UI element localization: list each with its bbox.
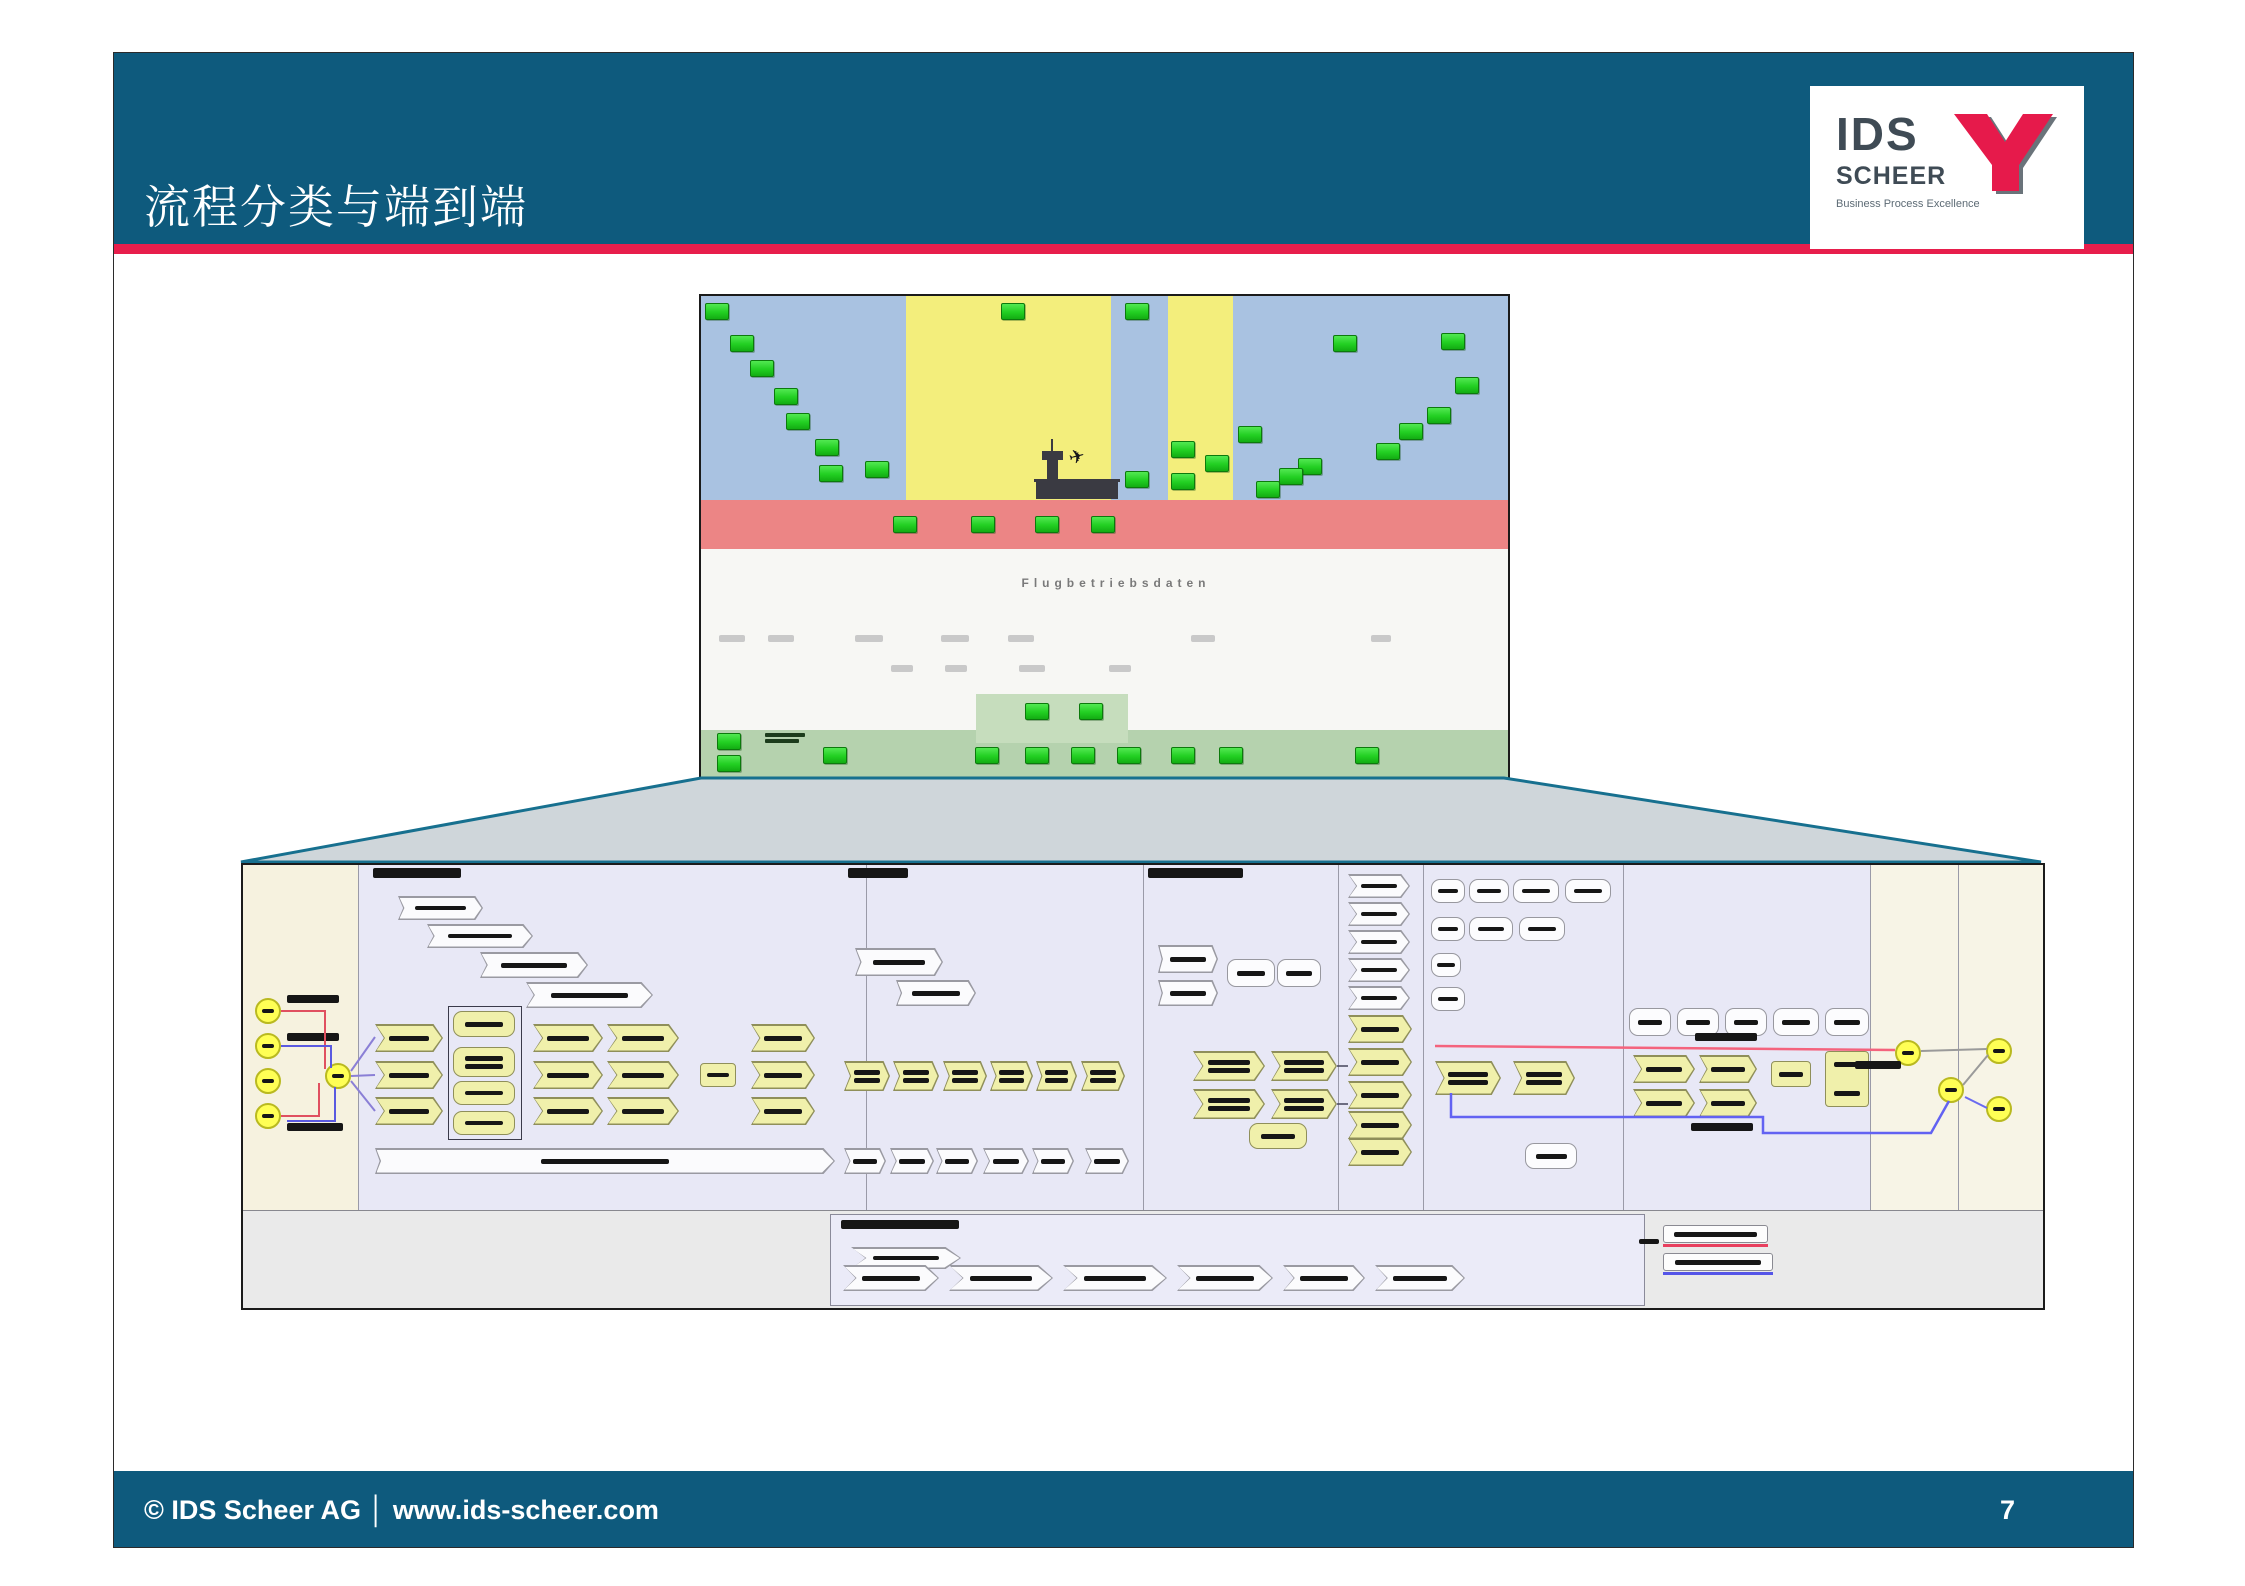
map-zone [906,296,1111,500]
process-chevron [1633,1055,1695,1083]
process-banner [427,924,533,948]
process-chevron [607,1097,679,1125]
process-node [705,303,729,320]
process-chevron [1271,1051,1337,1081]
event-circle [255,998,281,1024]
process-box [1469,917,1513,941]
process-chevron [1177,1265,1273,1291]
process-chevron [890,1148,934,1174]
process-banner [526,982,653,1008]
lane-divider [1338,865,1339,1210]
process-node [971,516,995,533]
lane-divider [1143,865,1144,1210]
process-chevron [375,1061,443,1089]
footer-copyright: © IDS Scheer AG │ www.ids-scheer.com [144,1495,659,1525]
process-node [865,461,889,478]
airport-process-map [699,294,1510,780]
process-node [786,413,810,430]
process-node [1256,481,1280,498]
text-smudge [1691,1123,1753,1131]
process-node [819,465,843,482]
process-chevron [607,1024,679,1052]
process-node [815,439,839,456]
process-node [1001,303,1025,320]
process-node [893,516,917,533]
zoom-funnel-shape [114,53,2133,1547]
process-box [1565,879,1611,903]
process-chevron [1348,1111,1412,1139]
process-node [1279,468,1303,485]
process-box [1677,1008,1719,1036]
process-box [1431,953,1461,977]
process-box [1773,1008,1819,1036]
event-circle [1986,1038,2012,1064]
logo-tagline: Business Process Excellence [1836,198,1980,210]
process-chevron [844,1061,890,1091]
process-box [1725,1008,1767,1036]
process-box [1249,1123,1307,1149]
process-chevron [949,1265,1053,1291]
process-node [1441,333,1465,350]
tower-antenna [1051,439,1053,451]
process-chevron [1699,1055,1757,1083]
process-chevron [533,1061,603,1089]
faint-data-label [891,665,913,672]
process-node [1091,516,1115,533]
lane-divider [1958,865,1959,1210]
process-chevron [1348,1048,1412,1076]
process-chevron [1283,1265,1365,1291]
process-banner [896,980,976,1006]
process-box [1771,1061,1811,1087]
process-node [1171,473,1195,490]
process-chevron [1699,1089,1757,1117]
process-box [1519,917,1565,941]
logo-y-icon [1954,108,2058,194]
process-chevron [1348,986,1410,1010]
process-box [453,1011,515,1037]
process-node [717,733,741,750]
process-node [1025,703,1049,720]
process-node [975,747,999,764]
process-chevron [893,1061,939,1091]
process-chevron [1081,1061,1125,1091]
faint-data-label [768,635,794,642]
process-chevron [1036,1061,1077,1091]
diagram-lane [1870,865,2043,1210]
process-banner [480,952,588,978]
process-node [1333,335,1357,352]
process-chevron [843,1265,939,1291]
process-chevron [375,1097,443,1125]
process-box [1629,1008,1671,1036]
process-box [1825,1051,1869,1107]
slide-canvas [113,52,2134,1548]
process-arrow [375,1148,835,1174]
process-node [717,755,741,772]
process-node [1171,441,1195,458]
process-box [1431,879,1465,903]
process-chevron [751,1024,815,1052]
process-chevron [533,1024,603,1052]
faint-data-label [719,635,745,642]
process-box [1525,1143,1577,1169]
band-caption-line [765,739,799,743]
tower-building [1036,481,1118,499]
event-circle [1986,1096,2012,1122]
process-node [1079,703,1103,720]
process-node [1035,516,1059,533]
ids-scheer-logo [1810,86,2084,249]
legend-underline [1663,1244,1768,1247]
text-smudge [287,995,339,1003]
process-box [1277,959,1321,987]
process-node [1355,747,1379,764]
logo-text-ids: IDS [1836,108,1919,160]
text-smudge [848,868,908,878]
airplane-icon: ✈ [1066,445,1088,470]
process-node [1219,747,1243,764]
legend-item [1663,1253,1773,1271]
process-node [750,360,774,377]
text-smudge [287,1123,343,1131]
process-node [1125,471,1149,488]
text-smudge [1148,868,1243,878]
slide-title: 流程分类与端到端 [144,182,528,233]
logo-text-scheer: SCHEER [1836,162,1947,190]
process-chevron [1513,1061,1575,1095]
text-smudge [287,1033,339,1041]
process-chevron [1032,1148,1074,1174]
process-chevron [1193,1051,1265,1081]
process-node [1117,747,1141,764]
footer-bar [114,1471,2133,1547]
faint-data-label [1191,635,1215,642]
faint-data-label [1371,635,1391,642]
process-box [1513,879,1559,903]
process-box [1825,1008,1869,1036]
faint-data-label [1019,665,1045,672]
process-node [774,388,798,405]
process-node [1125,303,1149,320]
process-box [1227,959,1275,987]
process-chevron [1375,1265,1465,1291]
process-node [730,335,754,352]
process-chevron [1271,1089,1337,1119]
process-chevron [1085,1148,1129,1174]
process-chevron [607,1061,679,1089]
process-banner [398,896,483,920]
process-node [1025,747,1049,764]
process-banner [1158,980,1218,1006]
faint-data-label [855,635,883,642]
process-chevron [1348,902,1410,926]
process-banner [855,948,943,976]
process-box [1469,879,1509,903]
page-number: 7 [1999,1495,2015,1525]
event-circle [255,1103,281,1129]
band-caption-line [765,733,805,737]
process-node [1399,423,1423,440]
process-chevron [990,1061,1033,1091]
process-chevron [533,1097,603,1125]
event-circle [255,1068,281,1094]
process-chevron [1633,1089,1695,1117]
faint-data-label [1109,665,1131,672]
process-box [453,1111,515,1135]
text-smudge [841,1220,959,1229]
process-chevron [1348,1015,1412,1043]
process-chevron [936,1148,978,1174]
process-chevron [751,1061,815,1089]
process-chevron [844,1148,886,1174]
event-circle [255,1033,281,1059]
legend-underline [1663,1272,1773,1275]
process-chevron [1348,958,1410,982]
process-node [1205,455,1229,472]
tower-shaft [1047,459,1058,480]
text-smudge [1639,1239,1659,1244]
flugbetriebsdaten-label: Flugbetriebsdaten [1021,576,1211,590]
process-box [453,1047,515,1077]
map-zone [976,694,1128,743]
process-chevron [751,1097,815,1125]
band-divider [243,1210,2043,1211]
faint-data-label [945,665,967,672]
faint-data-label [941,635,969,642]
process-chevron [1348,930,1410,954]
legend-item [1663,1225,1768,1243]
process-node [1071,747,1095,764]
text-smudge [1695,1033,1757,1041]
text-smudge [1855,1061,1901,1069]
process-chevron [1348,1081,1412,1109]
process-node [823,747,847,764]
process-node [1376,443,1400,460]
process-banner [1158,945,1218,973]
process-chevron [375,1024,443,1052]
process-chevron [1063,1265,1167,1291]
tower-cap [1042,451,1063,460]
end-to-end-process-diagram [241,863,2045,1310]
process-box [453,1081,515,1105]
process-node [1238,426,1262,443]
event-circle [1938,1077,1964,1103]
faint-data-label [1008,635,1034,642]
lane-divider [358,865,359,1210]
event-circle [325,1063,351,1089]
process-chevron [1348,874,1410,898]
process-chevron [1348,1138,1412,1166]
process-box [1431,987,1465,1011]
process-chevron [1193,1089,1265,1119]
process-chevron [1435,1061,1501,1095]
process-node [1455,377,1479,394]
process-chevron [943,1061,987,1091]
text-smudge [373,868,461,878]
lane-divider [1870,865,1871,1210]
process-chevron [983,1148,1029,1174]
lane-divider [1423,865,1424,1210]
process-box [1431,917,1465,941]
lane-divider [1623,865,1624,1210]
process-box [700,1063,736,1087]
process-node [1171,747,1195,764]
process-node [1427,407,1451,424]
